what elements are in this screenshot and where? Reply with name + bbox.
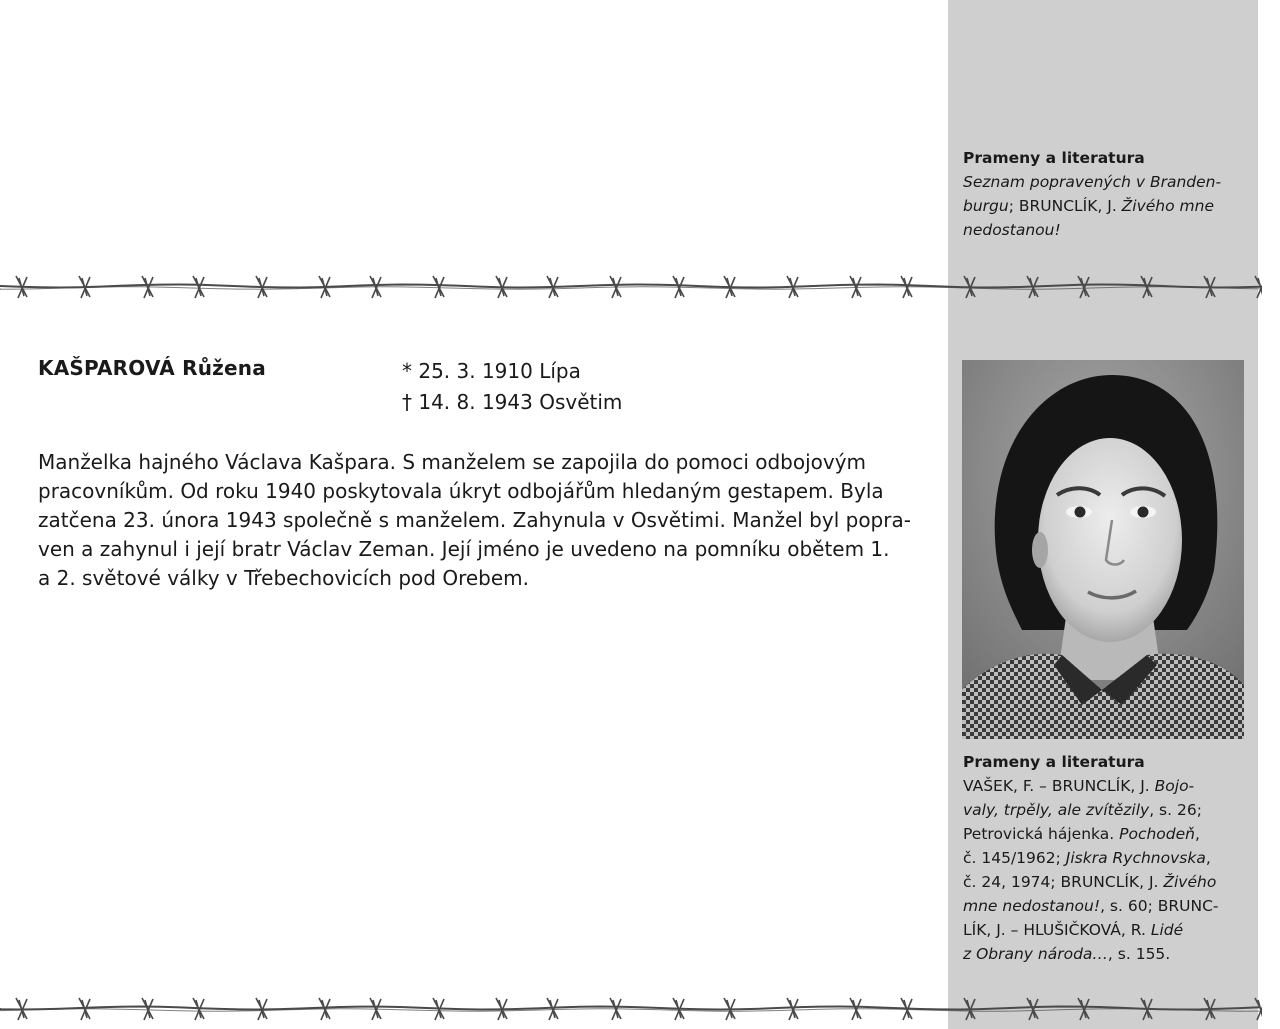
source-run: Seznam popravených v Branden- <box>963 173 1222 191</box>
source-run: , s. 26; <box>1149 801 1202 819</box>
source-run: mne nedostanou! <box>963 897 1101 915</box>
source-line <box>963 822 1238 846</box>
source-run: VAŠEK, F. – BRUNCLÍK, J. <box>963 777 1155 795</box>
source-run: , s. 60; BRUNC- <box>1100 897 1219 915</box>
source-line <box>963 846 1238 870</box>
source-run: Petrovická hájenka. <box>963 825 1120 843</box>
biography-text <box>38 448 938 593</box>
source-run: Pochodeň <box>1119 825 1195 843</box>
bio-line: a 2. světové války v Třebechovicích pod Orebem. <box>38 566 529 590</box>
wire-barb <box>1255 998 1262 1020</box>
source-line <box>963 942 1238 966</box>
bio-line: pracovníkům. Od roku 1940 poskytovala úkryt odbojářům hledaným gestapem. Byla <box>38 479 884 503</box>
source-run: ; BRUNCLÍK, J. <box>1008 197 1122 215</box>
source-run: Jiskra Rychnovska <box>1065 849 1206 867</box>
source-run: , <box>1194 825 1200 843</box>
sources-top <box>963 146 1238 242</box>
wire-strand <box>0 1009 1260 1011</box>
portrait-photo <box>962 360 1244 739</box>
wire-barb <box>1078 276 1089 298</box>
source-run: č. 24, 1974; BRUNCLÍK, J. <box>963 873 1164 891</box>
wire-barb <box>547 998 558 1020</box>
bio-line: ven a zahynul i její bratr Václav Zeman. Její jméno je uvedeno na pomníku obětem 1. <box>38 537 890 561</box>
source-run: LÍK, J. – HLUŠIČKOVÁ, R. <box>963 921 1151 939</box>
source-line <box>963 774 1238 798</box>
source-run: Bojo- <box>1154 777 1195 795</box>
barbed-wire-divider-bottom <box>0 988 1262 1028</box>
bio-line: zatčena 23. února 1943 společně s manželem. Zahynula v Osvětimi. Manžel byl popra- <box>38 508 911 532</box>
portrait-image <box>962 360 1244 739</box>
source-run: z Obrany národa… <box>963 945 1108 963</box>
source-run: Živého <box>1163 873 1217 891</box>
source-run: burgu <box>963 197 1009 215</box>
life-dates <box>402 356 622 418</box>
source-run: Lidé <box>1150 921 1184 939</box>
source-run: Živého mne <box>1121 197 1214 215</box>
sources-top-lines <box>963 170 1238 242</box>
source-line <box>963 870 1238 894</box>
sources-bottom-heading: Prameny a literatura <box>963 753 1145 771</box>
person-name: KAŠPAROVÁ Růžena <box>38 356 266 380</box>
birth-date: * 25. 3. 1910 Lípa <box>402 359 581 383</box>
sources-bottom-lines <box>963 774 1238 966</box>
sources-top-heading: Prameny a literatura <box>963 149 1145 167</box>
source-line <box>963 918 1238 942</box>
source-run: nedostanou! <box>963 221 1061 239</box>
source-run: č. 145/1962; <box>963 849 1066 867</box>
wire-barb <box>142 998 153 1020</box>
source-line <box>963 894 1238 918</box>
barbed-wire-divider-top <box>0 266 1262 306</box>
wire-barb <box>787 998 798 1020</box>
sources-bottom <box>963 750 1238 966</box>
source-run: , s. 155. <box>1107 945 1171 963</box>
death-date: † 14. 8. 1943 Osvětim <box>402 390 623 414</box>
source-line <box>963 798 1238 822</box>
wire-strand <box>0 287 1260 289</box>
source-run: valy, trpěly, ale zvítězily <box>963 801 1150 819</box>
source-run: , <box>1205 849 1211 867</box>
source-line <box>963 218 1238 242</box>
wire-barb <box>193 276 204 298</box>
wire-barb <box>433 276 444 298</box>
source-line <box>963 194 1238 218</box>
source-line <box>963 170 1238 194</box>
wire-barb <box>1027 998 1038 1020</box>
bio-line: Manželka hajného Václava Kašpara. S manželem se zapojila do pomoci odbojovým <box>38 450 867 474</box>
